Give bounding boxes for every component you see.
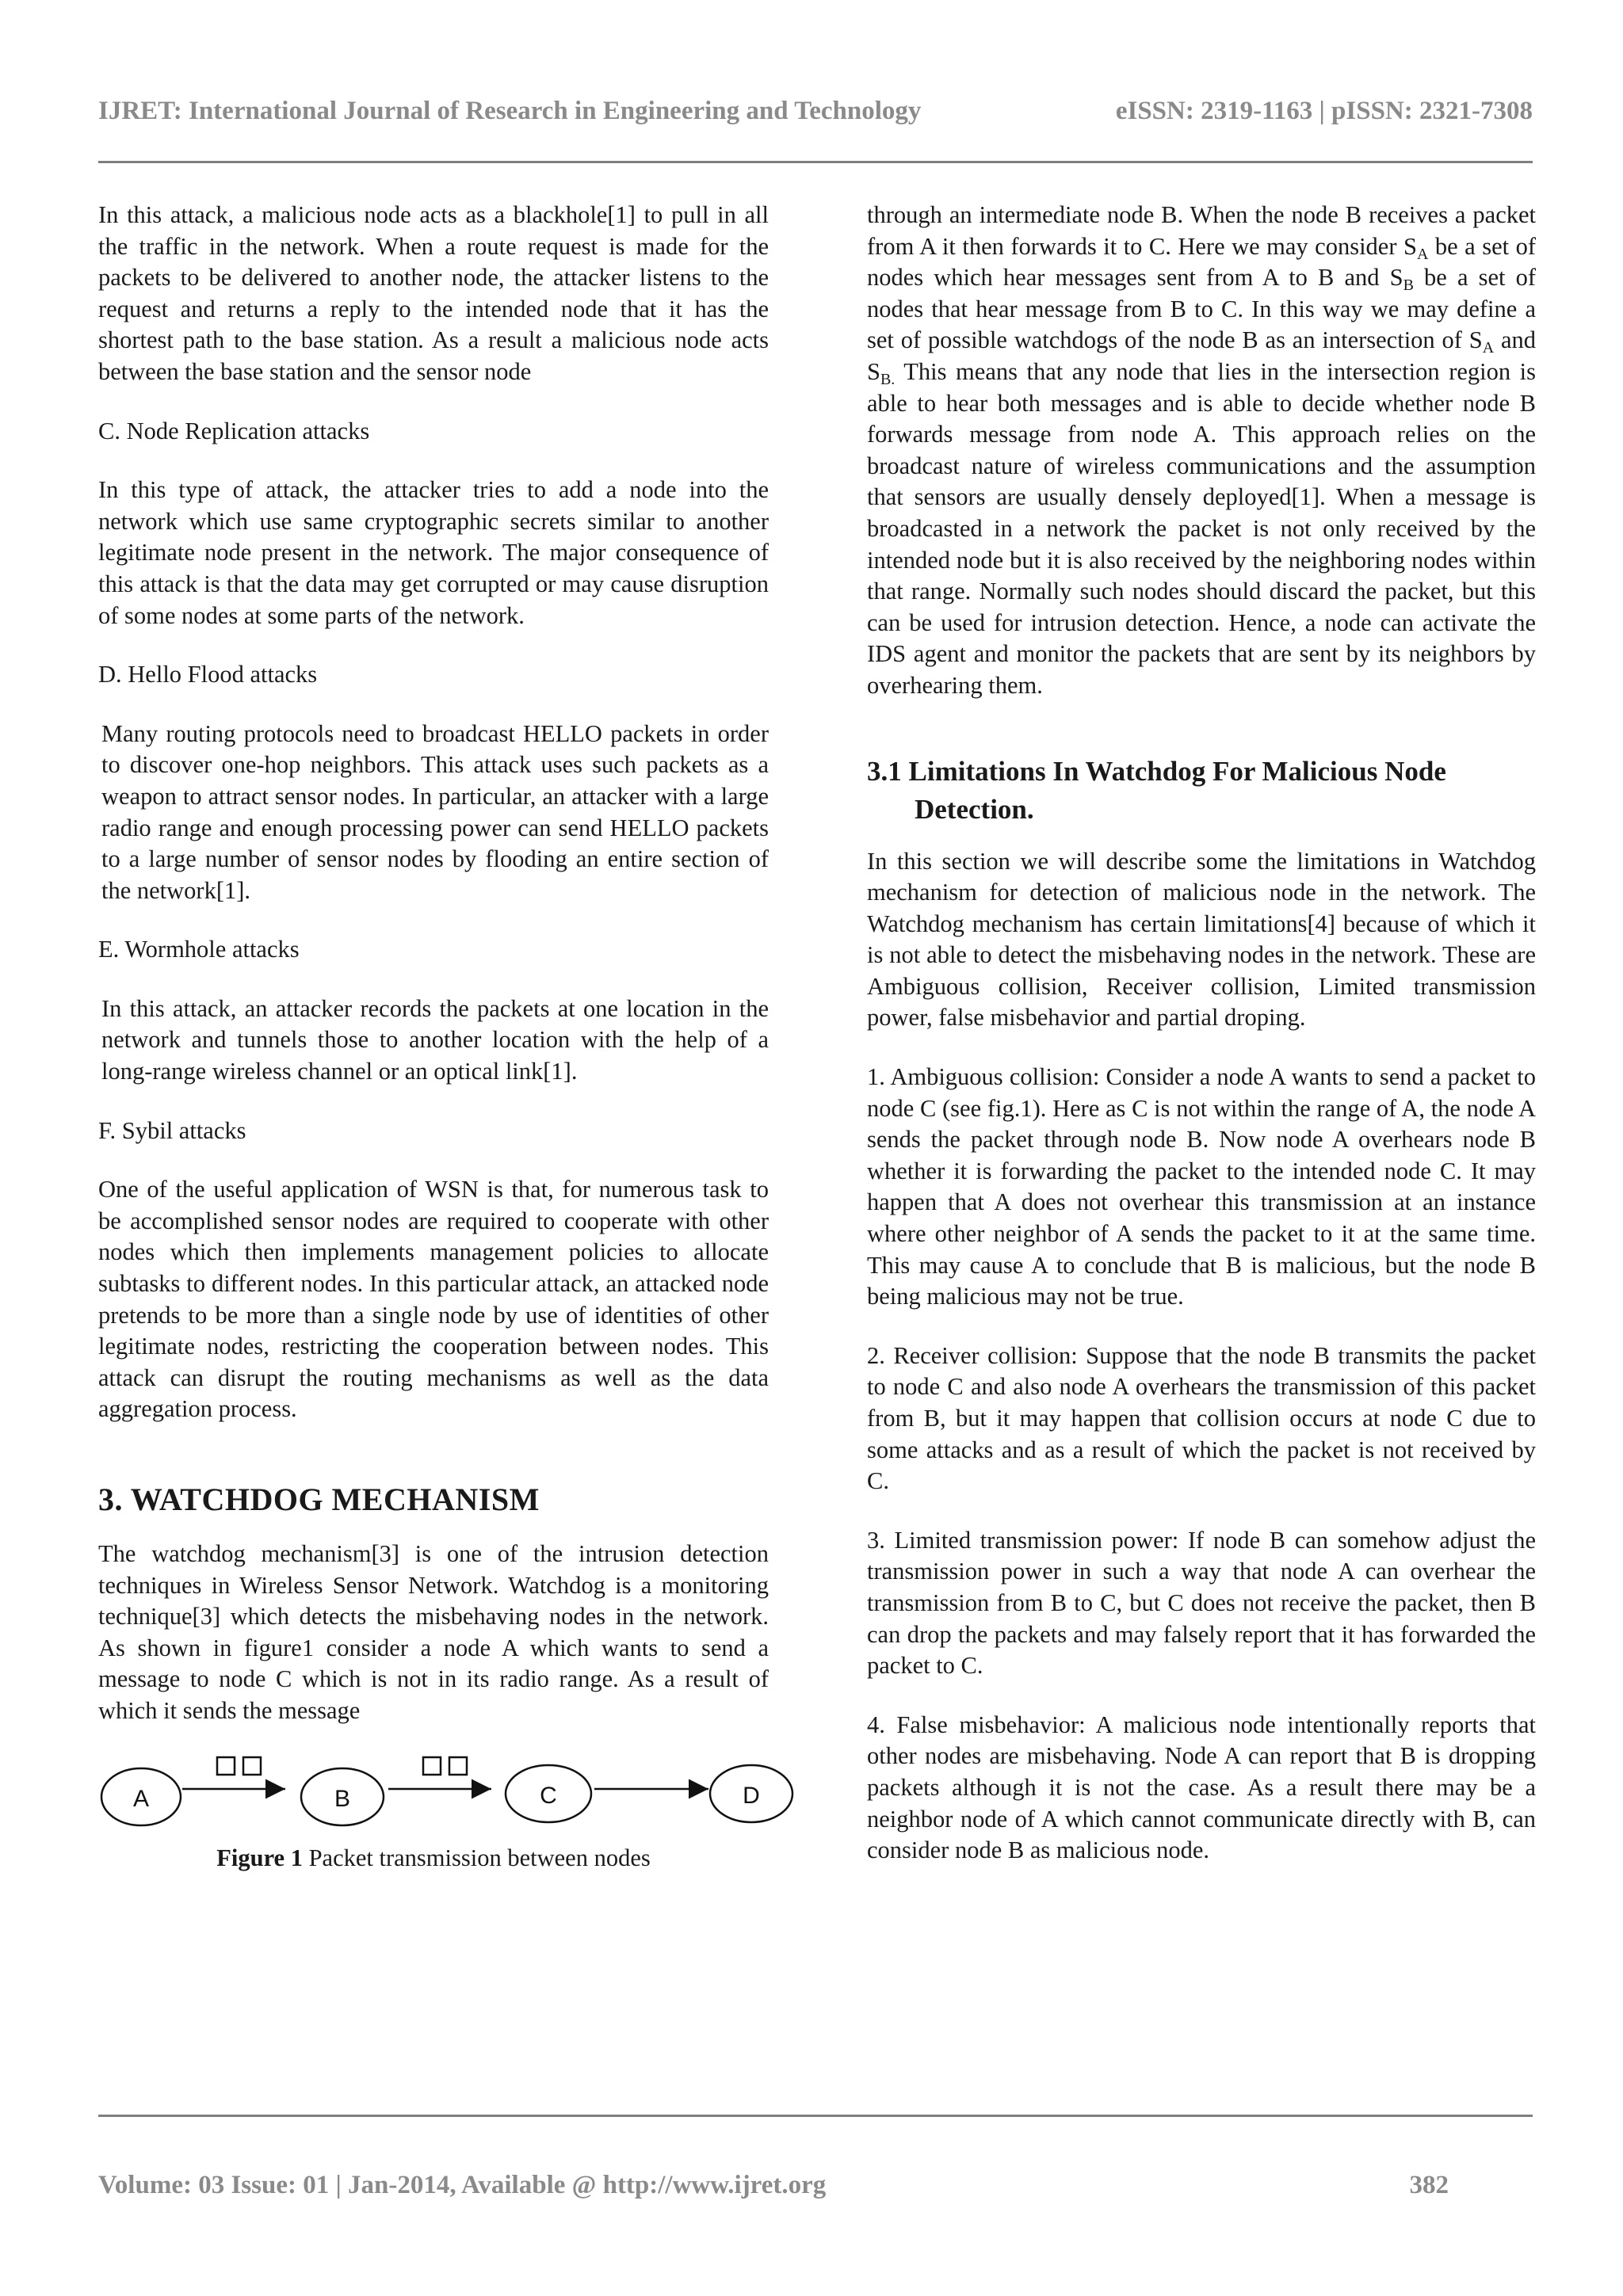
packet-transmission-diagram bbox=[98, 1743, 796, 1830]
issn: eISSN: 2319-1163 | pISSN: 2321-7308 bbox=[1115, 97, 1533, 125]
section-heading-watchdog: 3. WATCHDOG MECHANISM bbox=[98, 1482, 540, 1517]
paragraph-sybil: One of the useful application of WSN is that, for numerous task to be accomplished sensor nodes are required to cooperate with other nodes which then implements management policies to allocate subtasks to different nodes. In this particular attack, an attacked node pretends to be more than a single node by use of identities of other legitimate nodes, restricting the cooperation between nodes. This attack can disrupt the routing mechanisms as well as the data aggregation process. bbox=[98, 1176, 769, 1423]
subheading-hello-flood: D. Hello Flood attacks bbox=[98, 661, 318, 688]
packet-icon bbox=[217, 1757, 235, 1775]
subheading-sybil: F. Sybil attacks bbox=[98, 1116, 246, 1144]
page-number: 382 bbox=[1409, 2171, 1449, 2199]
journal-title: IJRET: International Journal of Research in Engineering and Technology bbox=[98, 97, 922, 125]
node-label: B bbox=[334, 1785, 351, 1812]
figure-caption-text: Packet transmission between nodes bbox=[302, 1844, 651, 1871]
header-rule bbox=[98, 161, 1533, 163]
paragraph-watchdog: The watchdog mechanism[3] is one of the intrusion detection techniques in Wireless Sensor Network. Watchdog is a monitoring technique[3] which detects the misbehaving nodes in the network. As shown in figure1 consider a node A which wants to send a message to node C which is not in its radio range. As a result of which it sends the message bbox=[98, 1540, 769, 1724]
paragraph-blackhole: In this attack, a malicious node acts as a blackhole[1] to pull in all the traffic in the network. When a route request is made for the packets to be delivered to another node, the attacker listens to the request and returns a reply to the intended node that it has the shortest path to the base station. As a result a malicious node acts between the base station and the sensor node bbox=[98, 201, 769, 385]
paragraph-hello-flood: Many routing protocols need to broadcast HELLO packets in order to discover one-hop neighbors. This attack uses such packets as a weapon to attract sensor nodes. In particular, an attacker with a large radio range and enough processing power can send HELLO packets to a large number of sensor nodes by flooding an entire section of the network[1]. bbox=[101, 719, 769, 904]
left-column bbox=[98, 200, 769, 1874]
paragraph-receiver-collision: 2. Receiver collision: Suppose that the node B transmits the packet to node C and also node A overhears the transmission of this packet from B, but it may happen that collision occurs at node C due to some attacks and as a result of which the packet is not received by C. bbox=[867, 1341, 1536, 1495]
packet-icon bbox=[449, 1757, 467, 1775]
section-heading-limitations: 3.1 Limitations In Watchdog For Malicious Node Detection. bbox=[867, 755, 1446, 825]
packet-icon bbox=[423, 1757, 441, 1775]
figure-caption bbox=[98, 1843, 769, 1875]
paragraph-limitations: In this section we will describe some the limitations in Watchdog mechanism for detection of malicious node in the network. The Watchdog mechanism has certain limitations[4] because of which it is not able to detect the misbehaving nodes in the network. These are Ambiguous collision, Receiver collision, Limited transmission power, false misbehavior and partial droping. bbox=[867, 847, 1536, 1032]
figure-1 bbox=[98, 1743, 796, 1830]
packet-icon bbox=[243, 1757, 261, 1775]
paragraph-node-replication: In this type of attack, the attacker tries to add a node into the network which use same cryptographic secrets similar to another legitimate node present in the network. The major consequence of this attack is that the data may get corrupted or may cause disruption of some nodes at some parts of the network. bbox=[98, 476, 769, 629]
volume-info: Volume: 03 Issue: 01 | Jan-2014, Available @ http://www.ijret.org bbox=[98, 2171, 827, 2199]
right-column bbox=[867, 200, 1536, 1894]
paragraph-ambiguous-collision: 1. Ambiguous collision: Consider a node A wants to send a packet to node C (see fig.1). Here as C is not within the range of A, the node A sends the packet through node B. Now node A overhears node B whether it is forwarding the packet to the intended node C. It may happen that A does not overhear this transmission at an instance where other neighbor of A sends the packet to it at the same time. This may cause A to conclude that B is malicious, but the node B being malicious may not be true. bbox=[867, 1063, 1536, 1310]
figure-caption-label: Figure 1 bbox=[216, 1844, 303, 1871]
paragraph-limited-power: 3. Limited transmission power: If node B can somehow adjust the transmission power in such a way that node A can overhear the transmission from B to C, but C does not receive the packet, then B can drop the packets and may falsely report that it has forwarded the packet to C. bbox=[867, 1526, 1536, 1680]
footer-rule bbox=[98, 2115, 1533, 2117]
paragraph-watchdog-continued: through an intermediate node B. When the node B receives a packet from A it then forwards it to C. Here we may consider $S_A$ be a set of nodes which hear messages sent from A to B and $S_B$ be a set of nodes that hear message from B to C. In this way we may define a set of possible watchdogs of the node B as an intersection of $S_A$ and $S_{B.}$ This means that any node that lies in the intersection region is able to hear both messages and is able to decide whether node B forwards message from node A. This approach relies on the broadcast nature of wireless communications and the assumption that sensors are usually densely deployed[1]. When a message is broadcasted in a network the packet is not only received by the intended node but it is also received by the neighboring nodes within that range. Normally such nodes should discard the packet, but this can be used for intrusion detection. Hence, a node can activate the IDS agent and monitor the packets that are sent by its neighbors by overhearing them. bbox=[867, 201, 1536, 699]
page-footer bbox=[98, 2171, 1449, 2210]
node-label: C bbox=[540, 1782, 557, 1809]
paragraph-wormhole: In this attack, an attacker records the packets at one location in the network and tunnels those to another location with the help of a long-range wireless channel or an optical link[1]. bbox=[101, 994, 769, 1085]
node-label: A bbox=[132, 1785, 150, 1812]
node-label: D bbox=[743, 1782, 760, 1809]
subheading-node-replication: C. Node Replication attacks bbox=[98, 417, 370, 444]
paragraph-false-misbehavior: 4. False misbehavior: A malicious node intentionally reports that other nodes are misbehaving. Node A can report that B is dropping packets although it is not the case. As a result there may be a neighbor node of A which cannot communicate directly with B, can consider node B as malicious node. bbox=[867, 1711, 1536, 1864]
subheading-wormhole: E. Wormhole attacks bbox=[98, 936, 300, 963]
page-header bbox=[98, 97, 1533, 136]
